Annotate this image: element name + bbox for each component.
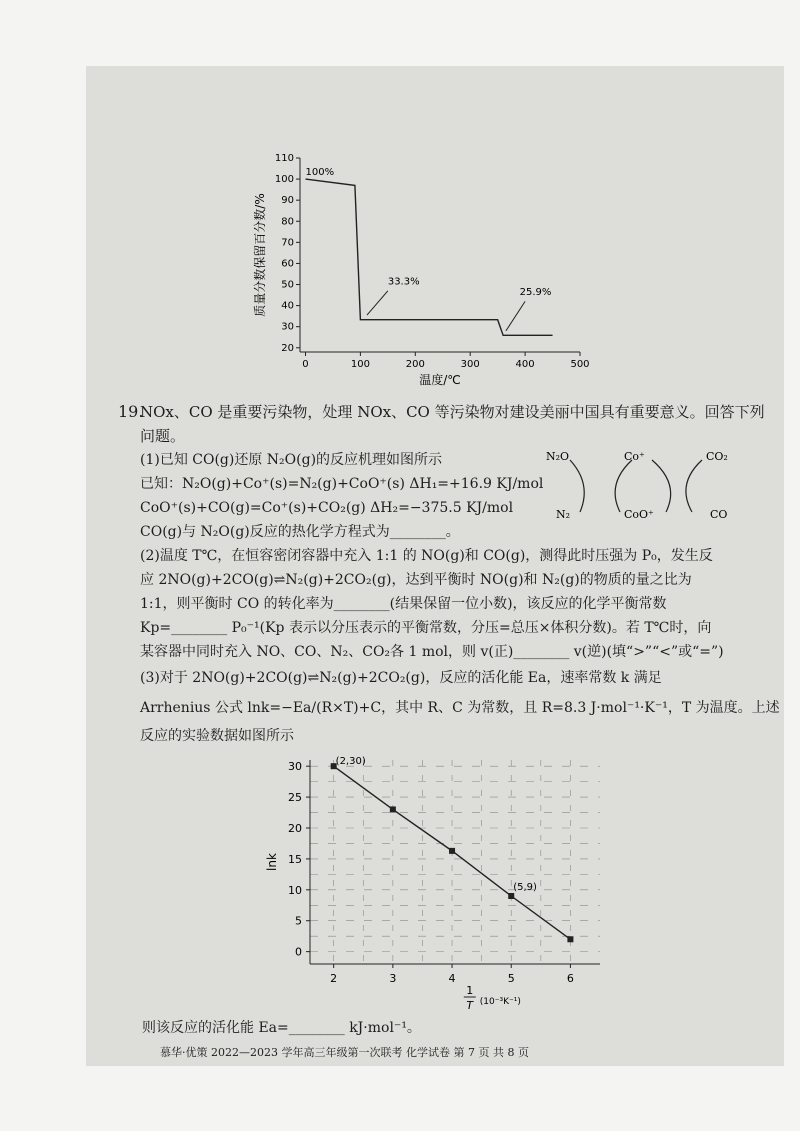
arr-point-label-2-30: (2,30) bbox=[335, 756, 366, 768]
left-cycle-arc-top bbox=[570, 460, 584, 512]
tga-x-label: 温度/℃ bbox=[419, 373, 461, 387]
part1-title: (1)已知 CO(g)还原 N₂O(g)的反应机理如图所示 bbox=[140, 452, 443, 468]
tga-xtick-label: 500 bbox=[570, 359, 590, 370]
tga-xtick-label: 0 bbox=[302, 359, 309, 370]
arr-xtick-label: 3 bbox=[389, 972, 397, 985]
question-number: 19. bbox=[118, 402, 144, 421]
label-co-plus: Co⁺ bbox=[624, 450, 645, 463]
arr-data-point bbox=[390, 806, 396, 812]
tga-y-label: 质量分数保留百分数/% bbox=[253, 193, 267, 317]
tga-xtick-label: 100 bbox=[350, 359, 370, 370]
tga-annotation-25-arrow bbox=[506, 301, 525, 331]
arr-y-label: lnk bbox=[265, 853, 279, 871]
arrhenius-chart bbox=[262, 752, 612, 1014]
tga-annotation-25: 25.9% bbox=[519, 287, 552, 299]
arr-x-label-denominator: T bbox=[466, 999, 474, 1012]
question-intro-line1: NOx、CO 是重要污染物，处理 NOx、CO 等污染物对建设美丽中国具有重要意义。回答下列 bbox=[140, 403, 765, 421]
part2-line1: (2)温度 T℃，在恒容密闭容器中充入 1:1 的 NO(g)和 CO(g)，测得此时压强为 P₀，发生反 bbox=[140, 548, 713, 564]
label-n2o: N₂O bbox=[546, 450, 570, 463]
part2-line5: 某容器中同时充入 NO、CO、N₂、CO₂各 1 mol，则 v(正)________ v(逆)(填“>”“<”或“=”) bbox=[140, 644, 724, 660]
label-n2: N₂ bbox=[556, 508, 571, 521]
tga-ytick-label: 30 bbox=[281, 321, 294, 333]
arr-data-point bbox=[449, 848, 455, 854]
tga-ytick-label: 100 bbox=[274, 174, 294, 186]
tga-ytick-label: 40 bbox=[281, 300, 294, 312]
arr-data-point bbox=[508, 893, 514, 899]
arr-xtick-label: 2 bbox=[330, 972, 338, 985]
part1-reaction2: CoO⁺(s)+CO(g)=Co⁺(s)+CO₂(g) ΔH₂=−375.5 KJ/mol bbox=[140, 500, 514, 516]
mechanism-diagram bbox=[540, 446, 740, 526]
tga-xtick-label: 400 bbox=[515, 359, 535, 370]
tga-ytick-label: 90 bbox=[281, 195, 294, 207]
arr-ytick-label: 25 bbox=[288, 791, 302, 805]
part2-line2: 应 2NO(g)+2CO(g)⇌N₂(g)+2CO₂(g)，达到平衡时 NO(g)和 N₂(g)的物质的量之比为 bbox=[140, 572, 692, 588]
right-cycle-arc-b bbox=[686, 460, 702, 512]
arr-xtick-label: 5 bbox=[507, 972, 515, 985]
left-cycle-arc-b bbox=[652, 460, 671, 512]
arr-point-label-5-9: (5,9) bbox=[513, 882, 537, 893]
part2-line4: Kp=________ P₀⁻¹(Kp 表示以分压表示的平衡常数，分压=总压×体积分数)。若 T℃时，向 bbox=[140, 620, 712, 636]
tga-xtick-label: 200 bbox=[405, 359, 425, 370]
label-co: CO bbox=[710, 508, 728, 521]
arr-ytick-label: 30 bbox=[288, 760, 302, 774]
arr-ytick-label: 20 bbox=[288, 822, 302, 835]
arr-xtick-label: 4 bbox=[448, 972, 456, 985]
final-question: 则该反应的活化能 Ea=________ kJ·mol⁻¹。 bbox=[142, 1020, 421, 1036]
question-intro-line2: 问题。 bbox=[140, 427, 186, 445]
tga-series-line bbox=[305, 179, 552, 335]
label-coo-plus: CoO⁺ bbox=[624, 508, 654, 521]
arr-ytick-label: 0 bbox=[295, 945, 302, 959]
tga-ytick-label: 70 bbox=[281, 237, 294, 249]
tga-ytick-label: 110 bbox=[274, 153, 294, 164]
page-footer: 慕华·优策 2022—2023 学年高三年级第一次联考 化学试卷 第 7 页 共 8 页 bbox=[160, 1046, 529, 1059]
label-co2: CO₂ bbox=[706, 450, 728, 463]
arr-x-label-unit: (10⁻³K⁻¹) bbox=[479, 997, 521, 1007]
right-cycle-arc-top bbox=[615, 460, 632, 512]
tga-chart bbox=[250, 150, 600, 410]
part3-line3: 反应的实验数据如图所示 bbox=[140, 728, 294, 744]
tga-annotation-100: 100% bbox=[305, 167, 335, 179]
tga-annotation-33-arrow bbox=[367, 291, 388, 315]
tga-ytick-label: 50 bbox=[281, 279, 294, 291]
arr-data-point bbox=[567, 936, 573, 942]
arr-ytick-label: 10 bbox=[288, 883, 302, 897]
arr-x-label-numerator: 1 bbox=[466, 984, 474, 997]
tga-xtick-label: 300 bbox=[460, 359, 480, 370]
part3-line2: Arrhenius 公式 lnk=−Ea/(R×T)+C，其中 R、C 为常数，且 R=8.3 J·mol⁻¹·K⁻¹，T 为温度。上述 bbox=[140, 700, 780, 716]
part1-question: CO(g)与 N₂O(g)反应的热化学方程式为________。 bbox=[140, 524, 460, 540]
tga-ytick-label: 80 bbox=[281, 216, 294, 228]
tga-annotation-33: 33.3% bbox=[387, 276, 420, 288]
arr-xtick-label: 6 bbox=[566, 972, 574, 985]
part3-line1: (3)对于 2NO(g)+2CO(g)⇌N₂(g)+2CO₂(g)，反应的活化能 Ea，速率常数 k 满足 bbox=[140, 670, 662, 686]
part2-line3: 1:1，则平衡时 CO 的转化率为________(结果保留一位小数)，该反应的化学平衡常数 bbox=[140, 596, 667, 612]
arr-ytick-label: 15 bbox=[288, 852, 302, 866]
part1-reaction1: 已知：N₂O(g)+Co⁺(s)=N₂(g)+CoO⁺(s) ΔH₁=+16.9 KJ/mol bbox=[140, 476, 544, 492]
tga-ytick-label: 20 bbox=[281, 342, 294, 354]
arr-ytick-label: 5 bbox=[295, 914, 302, 928]
tga-ytick-label: 60 bbox=[281, 258, 294, 270]
